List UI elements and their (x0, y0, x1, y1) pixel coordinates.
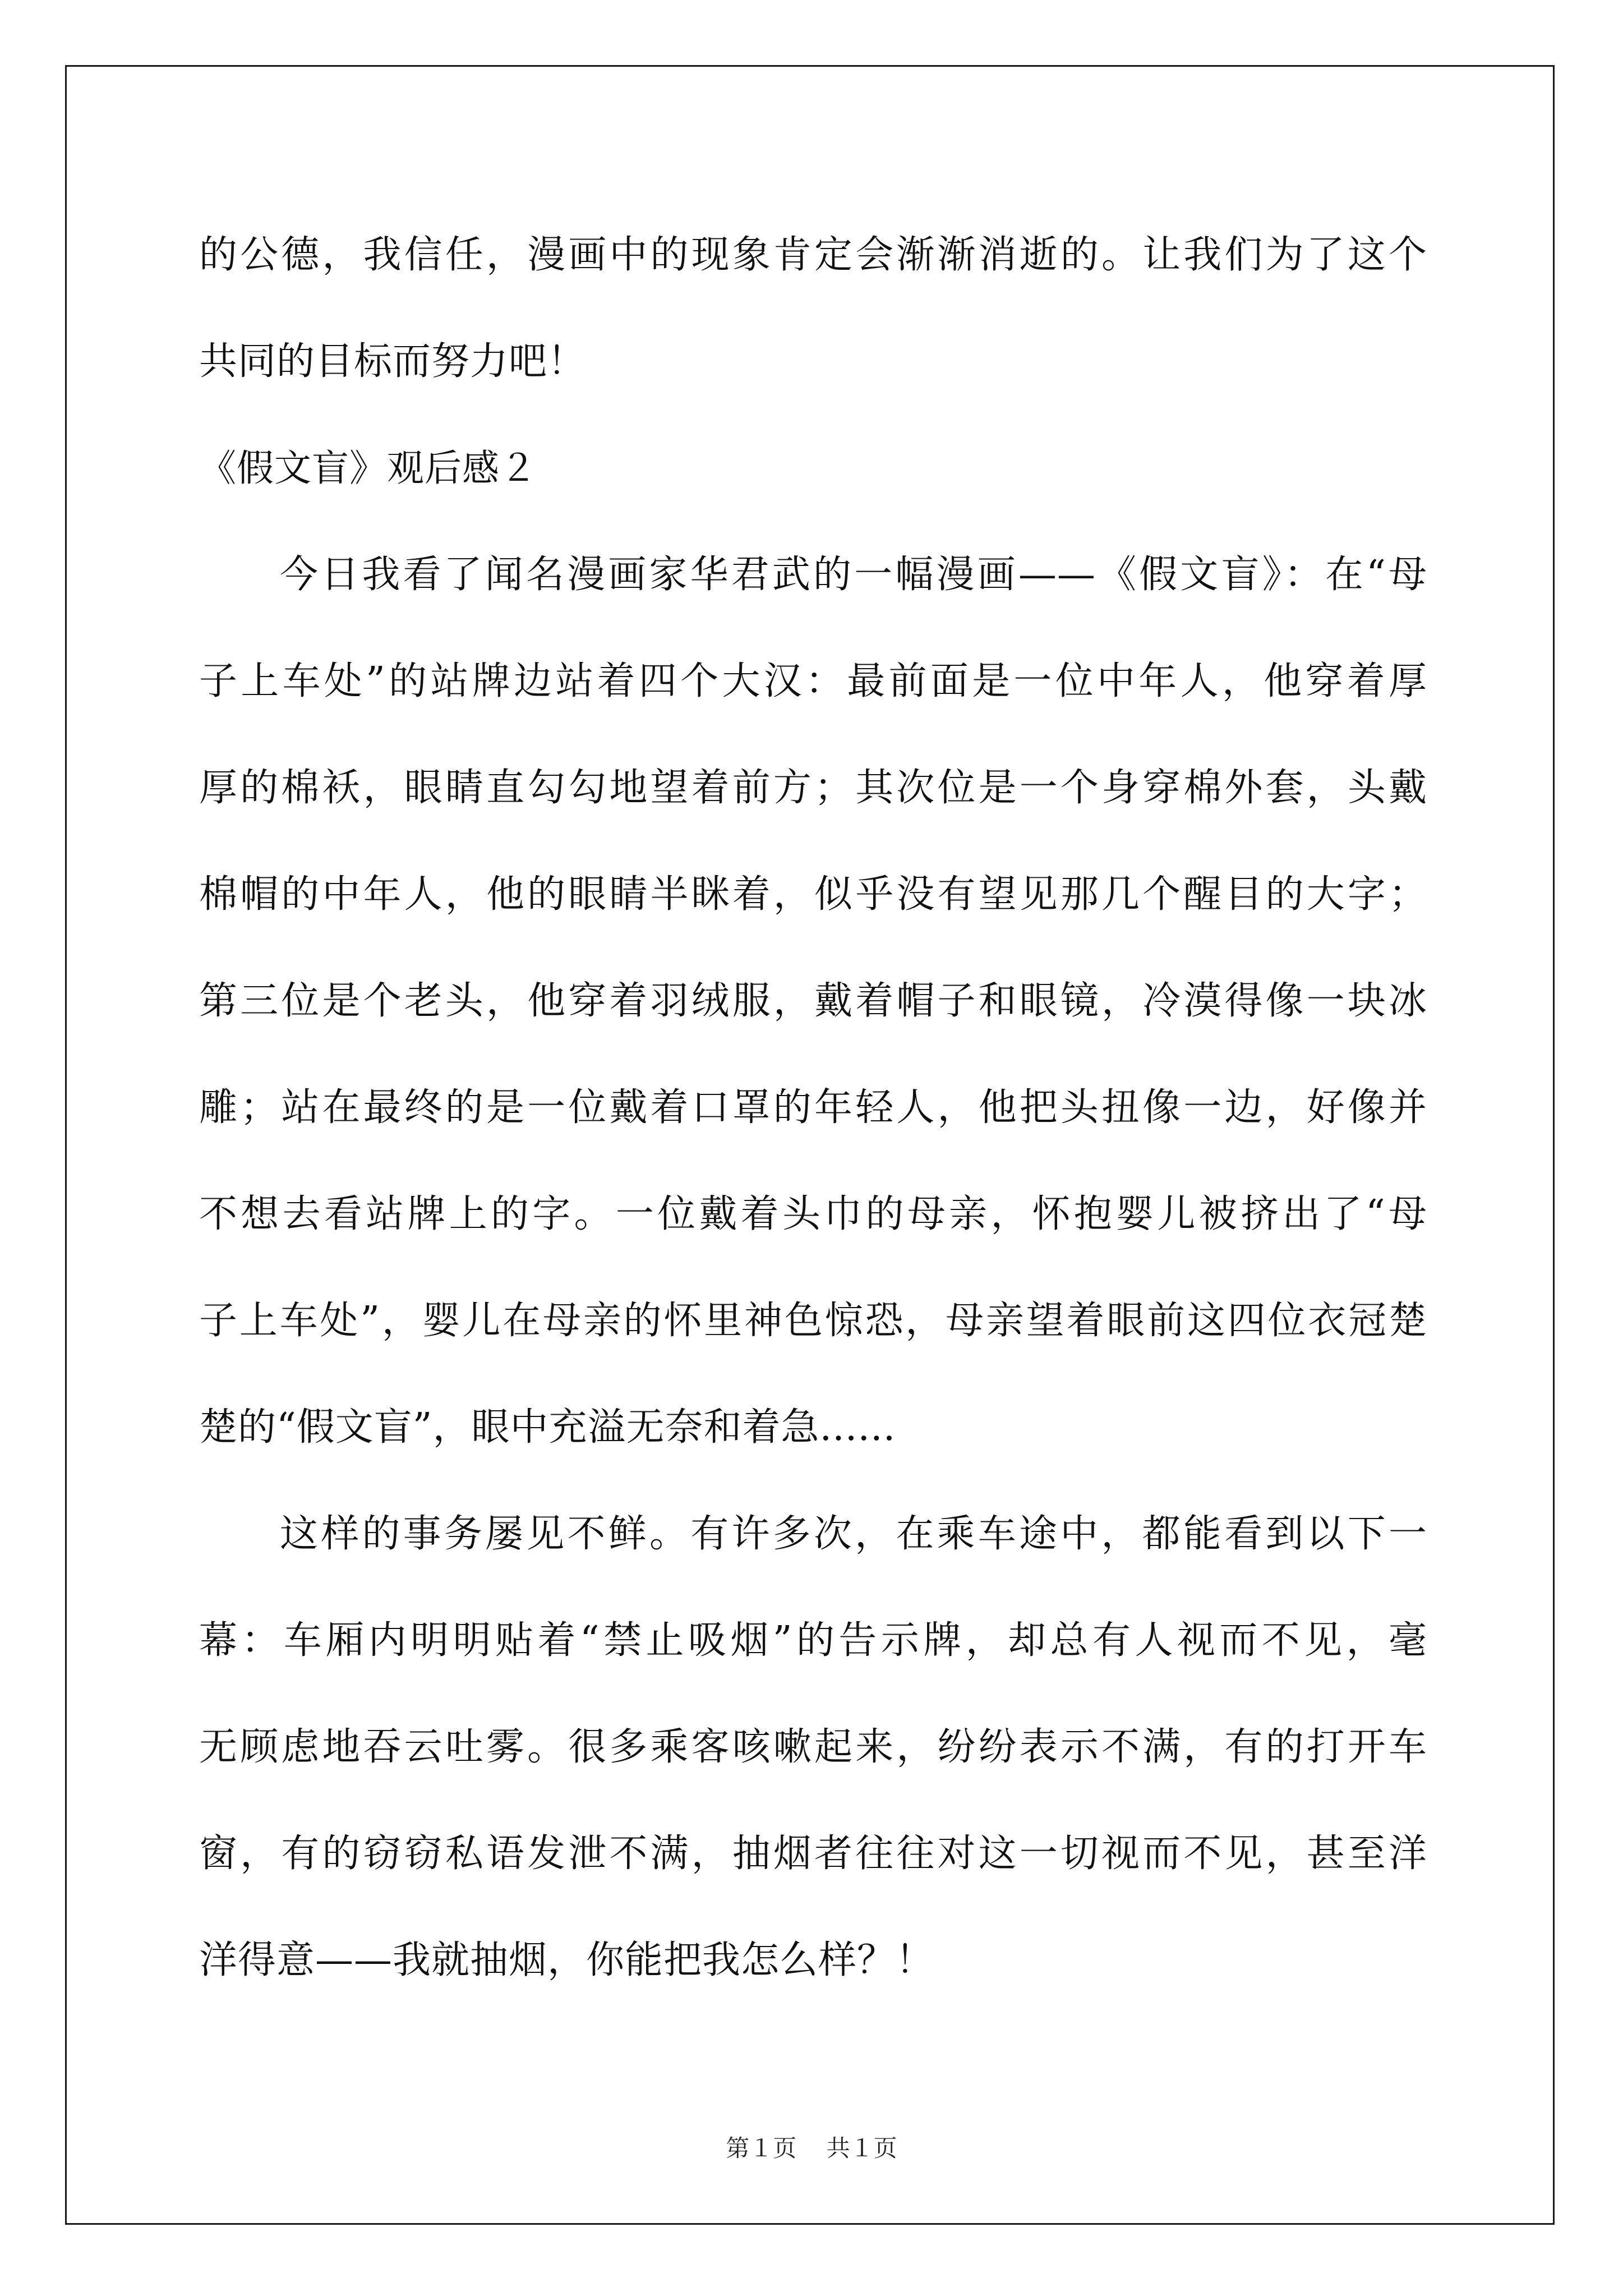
paragraph-line: 窗，有的窃窃私语发泄不满，抽烟者往往对这一切视而不见，甚至洋 (199, 1832, 1427, 1876)
paragraph-line: 今日我看了闻名漫画家华君武的一幅漫画——《假文盲》：在“母 (280, 553, 1427, 597)
paragraph-line: 厚的棉袄，眼睛直勾勾地望着前方；其次位是一个身穿棉外套，头戴 (199, 766, 1427, 810)
document-body (199, 202, 1427, 2014)
paragraph-line: 棉帽的中年人，他的眼睛半眯着，似乎没有望见那几个醒目的大字； (199, 872, 1427, 917)
paragraph-line: 子上车处”，婴儿在母亲的怀里神色惊恐，母亲望着眼前这四位衣冠楚 (199, 1299, 1427, 1343)
paragraph-line: 雕；站在最终的是一位戴着口罩的年轻人，他把头扭像一边，好像并 (199, 1085, 1427, 1130)
paragraph-line: 共同的目标而努力吧！ (199, 339, 587, 384)
page-footer (0, 2132, 1623, 2165)
paragraph-line: 的公德，我信任，漫画中的现象肯定会渐渐消逝的。让我们为了这个 (199, 233, 1427, 277)
paragraph-line: 楚的“假文盲”，眼中充溢无奈和着急...... (199, 1405, 896, 1450)
paragraph-line: 不想去看站牌上的字。一位戴着头巾的母亲，怀抱婴儿被挤出了“母 (199, 1192, 1427, 1236)
paragraph-line: 洋得意——我就抽烟，你能把我怎么样？！ (199, 1938, 935, 1982)
paragraph-line: 第三位是个老头，他穿着羽绒服，戴着帽子和眼镜，冷漠得像一块冰 (199, 979, 1427, 1023)
paragraph-line: 子上车处”的站牌边站着四个大汉：最前面是一位中年人，他穿着厚 (199, 659, 1427, 703)
page-total: 共１页 (826, 2134, 897, 2162)
paragraph-line: 幕：车厢内明明贴着“禁止吸烟”的告示牌，却总有人视而不见，毫 (199, 1618, 1427, 1663)
section-heading: 《假文盲》观后感２ (199, 447, 537, 490)
page-number: 第１页 (726, 2134, 797, 2162)
paragraph-line: 无顾虑地吞云吐雾。很多乘客咳嗽起来，纷纷表示不满，有的打开车 (199, 1725, 1427, 1769)
paragraph-line: 这样的事务屡见不鲜。有许多次，在乘车途中，都能看到以下一 (280, 1512, 1427, 1556)
